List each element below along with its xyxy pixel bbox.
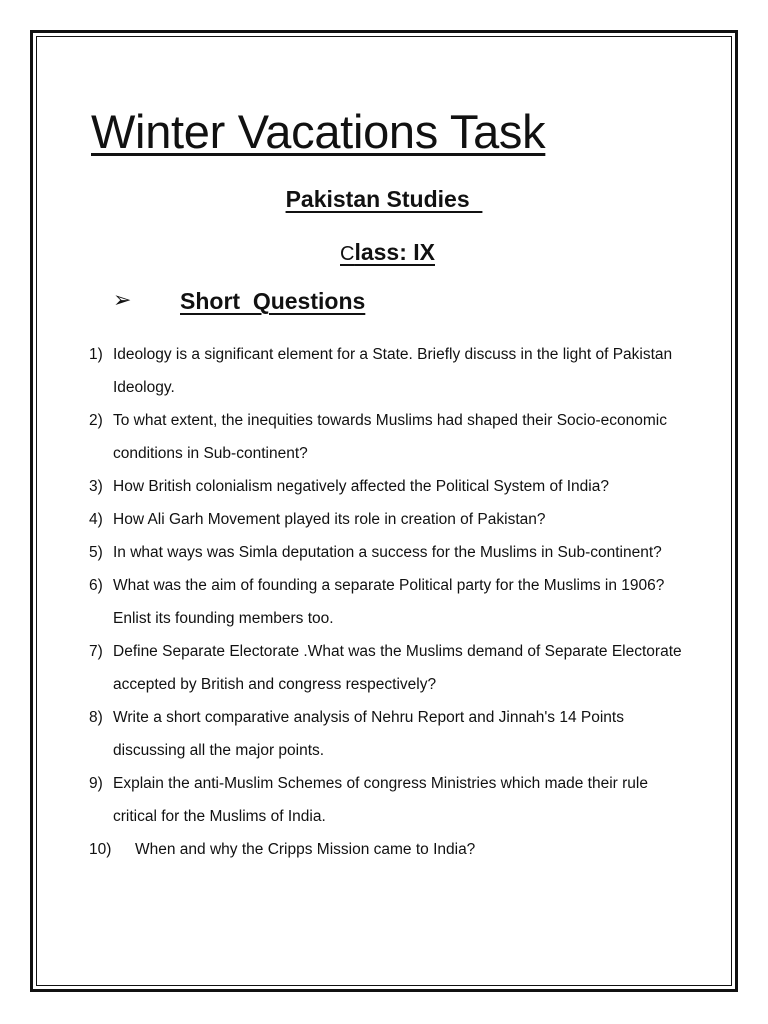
question-number: 4) [89,511,103,528]
document-title: Winter Vacations Task [91,105,546,158]
question-item [89,404,689,470]
question-item [89,833,689,866]
question-item [89,767,689,833]
question-item [89,338,689,404]
question-item [89,635,689,701]
question-text: Write a short comparative analysis of Nehru Report and Jinnah's 14 Points discussing all the major points. [113,709,624,759]
section-heading: Short Questions [180,288,366,314]
question-item [89,470,689,503]
question-text: When and why the Cripps Mission came to India? [135,841,476,858]
question-number: 10) [89,841,112,858]
questions-list [89,338,689,866]
question-number: 8) [89,709,103,726]
question-item [89,503,689,536]
question-number: 3) [89,478,103,495]
question-number: 7) [89,643,103,660]
class-label: lass: IX [354,239,435,265]
class-heading [340,239,435,266]
question-number: 6) [89,577,103,594]
question-text: How Ali Garh Movement played its role in creation of Pakistan? [113,511,546,528]
question-item [89,701,689,767]
question-text: How British colonialism negatively affected the Political System of India? [113,478,609,495]
question-text: Ideology is a significant element for a State. Briefly discuss in the light of Pakistan Ideology. [113,346,673,396]
question-text: In what ways was Simla deputation a success for the Muslims in Sub-continent? [113,544,662,561]
subject-heading: Pakistan Studies [285,186,483,212]
question-text: Explain the anti-Muslim Schemes of congress Ministries which made their rule critical for the Muslims of India. [113,775,648,825]
arrow-bullet-icon: ➢ [113,288,132,313]
question-item [89,569,689,635]
question-text: To what extent, the inequities towards Muslims had shaped their Socio-economic conditions in Sub-continent? [113,412,667,462]
question-item [89,536,689,569]
question-number: 5) [89,544,103,561]
class-prefix: C [340,243,355,265]
question-number: 1) [89,346,103,363]
question-text: What was the aim of founding a separate Political party for the Muslims in 1906? Enlist its founding members too. [113,577,665,627]
question-number: 2) [89,412,103,429]
question-number: 9) [89,775,103,792]
question-text: Define Separate Electorate .What was the Muslims demand of Separate Electorate accepted by British and congress respectively? [113,643,682,693]
